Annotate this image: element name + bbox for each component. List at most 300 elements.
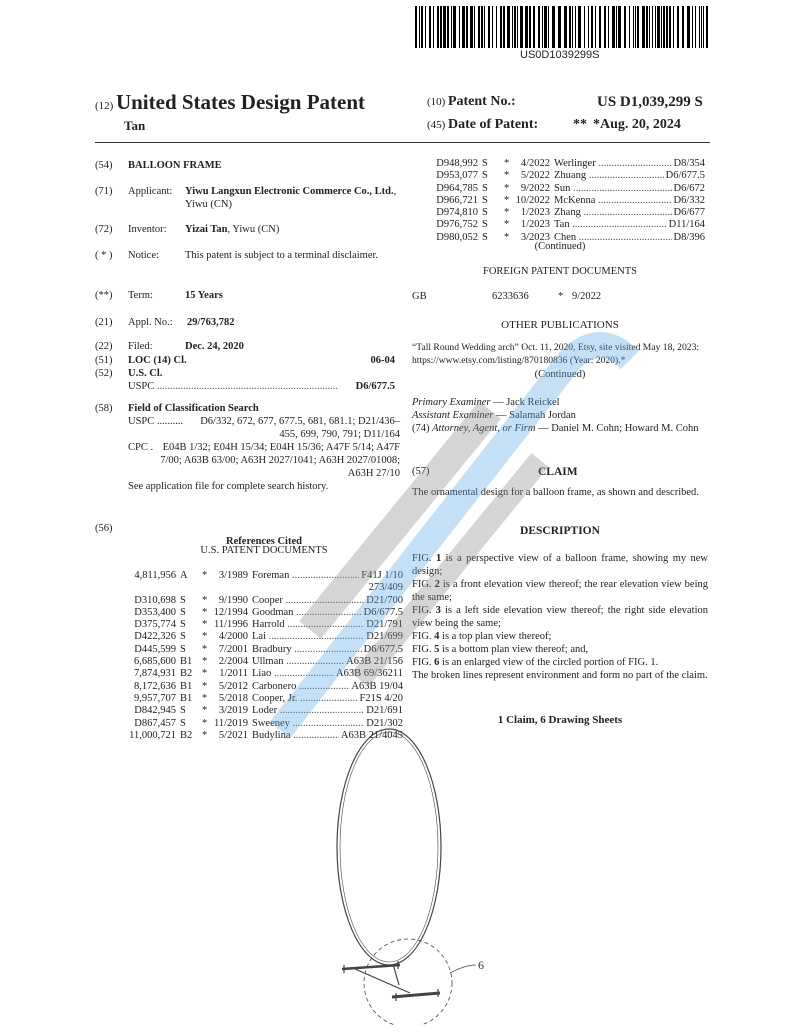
references-cited	[95, 522, 395, 556]
barcode-bar	[429, 6, 431, 48]
fig-fig: FIG.	[412, 553, 436, 564]
ref-name: Cooper .....	[252, 595, 364, 607]
reference-row	[108, 705, 403, 717]
inventor-name: Yizai Tan	[185, 224, 228, 235]
barcode-bar	[584, 6, 585, 48]
barcode-bar	[451, 6, 452, 48]
barcode-bar	[425, 6, 426, 48]
appl-value: 29/763,782	[187, 317, 235, 328]
ref-number: D842,945	[134, 705, 176, 717]
field-label: Applicant:	[128, 186, 173, 197]
barcode-bar	[677, 6, 679, 48]
ref-date: 10/2022	[515, 194, 550, 206]
fig-n: 1	[435, 553, 442, 564]
field-num: (51)	[95, 355, 113, 366]
barcode-bar	[699, 6, 700, 48]
base-front	[392, 993, 440, 997]
reference-row	[108, 570, 403, 582]
inventor-loc: , Yiwu (CN)	[227, 224, 280, 235]
ref-star: *	[202, 606, 208, 618]
barcode-bar	[692, 6, 693, 48]
barcode-bar	[507, 6, 510, 48]
ref-name: Bradbury .....	[252, 644, 362, 656]
ref-class: D21/791	[366, 619, 403, 631]
ref-class: 273/409	[368, 582, 403, 594]
ref-number: D980,052	[436, 231, 478, 243]
ref-number: 11,000,721	[129, 729, 176, 741]
field-num: (71)	[95, 186, 113, 197]
ref-class: D6/672	[673, 182, 705, 194]
ref-class: D8/396	[673, 231, 705, 243]
barcode-bar	[484, 6, 485, 48]
ref-star: *	[202, 594, 208, 606]
barcode-bar	[604, 6, 606, 48]
ref-class: F21S 4/20	[359, 692, 403, 704]
ref-class: D21/302	[366, 717, 403, 729]
ref-kind: B1	[180, 692, 193, 704]
barcode-bar	[443, 6, 446, 48]
references-heading: References Cited	[226, 536, 302, 547]
ref-name: Werlinger .....	[554, 158, 672, 170]
applicant-name: Yiwu Langxun Electronic Commerce Co., Ltd.	[185, 186, 394, 197]
description-heading: DESCRIPTION	[520, 525, 600, 537]
attorney-label: Attorney, Agent, or Firm	[432, 423, 536, 434]
reference-row	[108, 631, 403, 643]
cpc-classes: E04B 1/32; E04H 15/34; E04H 15/36; A47F 5/14; A47F 7/00; A63B 63/00; A63H 2027/1041; A63H 2027/01008; A63H 27/10	[160, 442, 400, 479]
barcode-bar	[558, 6, 561, 48]
ref-number: D422,326	[134, 631, 176, 643]
ref-star: *	[202, 570, 208, 581]
ref-date: 5/2021	[218, 729, 248, 741]
ref-number: 7,874,931	[134, 668, 176, 680]
ref-class: D6/677.5	[665, 170, 705, 182]
ref-name: McKenna .....	[554, 195, 672, 207]
ref-star: *	[504, 170, 510, 182]
barcode-bar	[512, 6, 513, 48]
ref-name: Liao .....	[252, 668, 334, 680]
primary-examiner-label: Primary Examiner	[412, 397, 491, 408]
reference-row	[108, 681, 403, 693]
barcode-bar	[440, 6, 442, 48]
barcode-bar	[459, 6, 460, 48]
ref-number: D974,810	[436, 207, 478, 219]
header-rule	[95, 142, 710, 143]
ref-star: *	[504, 207, 510, 219]
reference-row	[410, 170, 705, 182]
barcode-bar	[569, 6, 571, 48]
filed-value: Dec. 24, 2020	[185, 341, 244, 352]
patno-num: (10)	[427, 96, 446, 108]
foreign-country: GB	[412, 291, 427, 302]
ref-kind: S	[180, 705, 186, 717]
barcode-bar	[608, 6, 609, 48]
ref-name: Sweeney .....	[252, 718, 364, 730]
reference-row	[108, 668, 403, 680]
foreign-number: 6233636	[492, 291, 529, 302]
barcode-bar	[538, 6, 540, 48]
assistant-examiner-label: Assistant Examiner	[412, 410, 494, 421]
barcode-bar	[624, 6, 626, 48]
barcode-bar	[517, 6, 518, 48]
field-label: U.S. Cl.	[128, 368, 163, 379]
ref-star	[202, 582, 210, 594]
ref-number	[108, 582, 176, 594]
assistant-examiner: — Salamah Jordan	[496, 410, 576, 421]
ref-name: Loder .....	[252, 705, 364, 717]
barcode-bar	[500, 6, 502, 48]
us-references-continued	[410, 158, 705, 244]
barcode-bar	[663, 6, 665, 48]
ref-name: Chen .....	[554, 232, 672, 244]
term-field	[95, 289, 395, 302]
us-patents-heading: U.S. PATENT DOCUMENTS	[200, 545, 328, 556]
ref-star: *	[504, 182, 510, 194]
reference-row	[108, 656, 403, 668]
ref-class: F41J 1/10	[361, 570, 403, 581]
ref-date: 2/2004	[218, 656, 248, 668]
ref-kind: S	[482, 182, 488, 194]
fig-n: 4	[434, 631, 440, 642]
ref-number: D353,400	[134, 606, 176, 618]
ref-kind: B2	[180, 729, 193, 741]
date-stars: **	[573, 117, 587, 132]
barcode-bar	[633, 6, 634, 48]
foreign-date: 9/2022	[572, 291, 602, 302]
notice-field	[95, 249, 395, 262]
ref-class: A63B 21/4045	[340, 729, 403, 741]
ref-star: *	[202, 668, 208, 680]
barcode-bar	[669, 6, 671, 48]
ref-number: D867,457	[134, 717, 176, 729]
field-num: (58)	[95, 403, 113, 414]
ref-name: Ullman .....	[252, 656, 344, 668]
barcode-bar	[544, 6, 547, 48]
barcode-bar	[481, 6, 483, 48]
barcode-bar	[503, 6, 505, 48]
figure-description	[412, 643, 708, 656]
field-num: (56)	[95, 523, 113, 534]
ref-kind: B1	[180, 680, 193, 692]
ref-star: *	[504, 231, 510, 243]
ref-class: D21/700	[366, 594, 403, 606]
field-num: (**)	[95, 290, 113, 301]
barcode-bar	[564, 6, 567, 48]
claim-heading: CLAIM	[538, 466, 578, 478]
ref-number: 8,172,636	[134, 680, 176, 692]
barcode-bar	[649, 6, 650, 48]
ref-name: Zhang .....	[554, 207, 672, 219]
uspc-label: USPC	[128, 381, 155, 392]
field-label: Appl. No.:	[128, 317, 173, 328]
barcode-bar	[447, 6, 449, 48]
notice-text: This patent is subject to a terminal disclaimer.	[185, 250, 379, 261]
title-field	[95, 159, 395, 172]
field-label: LOC (14) Cl.	[128, 355, 187, 366]
barcode-bar	[437, 6, 439, 48]
ref-class: D8/354	[673, 158, 705, 169]
term-value: 15 Years	[185, 290, 223, 301]
ref-kind: S	[180, 643, 186, 655]
field-label: Field of Classification Search	[128, 403, 259, 414]
other-publication: “Tall Round Wedding arch” Oct. 11, 2020, Etsy, site visited May 18, 2023: https://www.etsy.com/listing/870180836 (Year: 2020).*	[412, 342, 700, 366]
barcode-bar	[657, 6, 660, 48]
barcode-bar	[618, 6, 621, 48]
reference-row	[108, 607, 403, 619]
reference-row	[108, 619, 403, 631]
ref-date: 1/2023	[520, 219, 550, 231]
reference-row	[410, 183, 705, 195]
field-label: Filed:	[128, 341, 153, 352]
cpc-label: CPC .	[128, 442, 154, 453]
figure-description	[412, 578, 708, 604]
barcode-bar	[533, 6, 535, 48]
ref-kind: B2	[180, 668, 193, 680]
ref-kind: S	[482, 194, 488, 206]
ref-name: Budylina .....	[252, 730, 339, 742]
ref-name	[252, 582, 367, 594]
ref-class: D21/699	[366, 631, 403, 643]
ref-class: A63B 69/36211	[336, 668, 403, 680]
inventor-short: Tan	[124, 118, 146, 133]
barcode-bar	[474, 6, 475, 48]
ref-star: *	[202, 619, 208, 631]
barcode-bar	[595, 6, 596, 48]
claims-sheets-count: 1 Claim, 6 Drawing Sheets	[497, 714, 623, 726]
foreign-star: *	[558, 291, 564, 302]
ref-star: *	[202, 705, 208, 717]
fig-fig: FIG.	[412, 657, 435, 668]
reference-row	[108, 644, 403, 656]
barcode-bar	[687, 6, 690, 48]
ref-date: 4/2000	[218, 631, 248, 643]
field-label: Inventor:	[128, 224, 167, 235]
field-num: (52)	[95, 368, 113, 379]
barcode-bar	[673, 6, 674, 48]
ref-date: 9/1990	[218, 594, 248, 606]
detail-circle	[364, 939, 452, 1025]
claim-text: The ornamental design for a balloon frame, as shown and described.	[412, 487, 699, 498]
uscl-field: (52) U.S. Cl. USPC ..................................................................... D6/677.5	[95, 368, 395, 392]
figure-description	[412, 604, 708, 630]
barcode-bar	[682, 6, 684, 48]
barcode-bar	[542, 6, 543, 48]
ref-kind: S	[482, 170, 488, 182]
ref-date: 12/1994	[213, 606, 248, 618]
foreign-ref	[412, 291, 712, 302]
barcode-bar	[646, 6, 648, 48]
ref-kind: S	[482, 207, 488, 219]
ref-star: *	[202, 643, 208, 655]
ref-kind: S	[180, 619, 186, 631]
barcode-bar	[462, 6, 465, 48]
barcode-bar	[548, 6, 549, 48]
ref-kind: B1	[180, 656, 193, 668]
type-num: (12)	[95, 100, 114, 112]
barcode-bar	[591, 6, 593, 48]
patent-type	[95, 90, 365, 115]
ref-class: D21/691	[366, 705, 403, 717]
fig-n: 5	[434, 644, 440, 655]
barcode-bar	[629, 6, 630, 48]
fig-fig: FIG.	[412, 579, 435, 590]
ref-name: Foreman .....	[252, 570, 359, 582]
ref-star: *	[202, 631, 208, 643]
fig-text: is an enlarged view of the circled portion of FIG. 1.	[439, 657, 659, 668]
fig-fig: FIG.	[412, 644, 435, 655]
other-publications-heading: OTHER PUBLICATIONS	[501, 319, 619, 331]
ref-name: Tan .....	[554, 219, 667, 231]
ref-kind: S	[482, 158, 488, 169]
barcode-bar	[652, 6, 653, 48]
us-references-list	[108, 570, 403, 742]
barcode-bar	[529, 6, 531, 48]
base-back	[342, 965, 400, 969]
ref-date	[210, 582, 252, 594]
ref-name: Goodman .....	[252, 607, 362, 619]
date-label: Date of Patent:	[447, 117, 539, 132]
fig-text: is a top plan view thereof;	[439, 631, 552, 642]
ref-star: *	[504, 219, 510, 231]
barcode-bar	[572, 6, 573, 48]
appl-field	[95, 316, 395, 329]
barcode-bar	[588, 6, 589, 48]
barcode-bar	[701, 6, 702, 48]
barcode-bar	[661, 6, 662, 48]
barcode-bar	[642, 6, 645, 48]
ref-date: 1/2023	[520, 207, 550, 219]
patent-number	[427, 94, 703, 110]
ref-kind: S	[180, 717, 186, 729]
ref-name: Sun .....	[554, 183, 672, 195]
loc-value: 06-04	[370, 355, 395, 366]
ref-number: D445,599	[134, 643, 176, 655]
barcode-bar	[433, 6, 434, 48]
patent-type-title: United States Design Patent	[115, 90, 366, 114]
fig-fig: FIG.	[412, 631, 435, 642]
primary-examiner: — Jack Reickel	[493, 397, 560, 408]
field-num: ( * )	[95, 250, 113, 261]
attorney: — Daniel M. Cohn; Howard M. Cohn	[538, 423, 699, 434]
ref-date: 1/2011	[219, 668, 248, 680]
patent-title: BALLOON FRAME	[128, 160, 222, 171]
reference-row	[410, 207, 705, 219]
fig-text: is a bottom plan view thereof; and,	[439, 644, 589, 655]
barcode-bar	[666, 6, 668, 48]
ref-star: *	[202, 656, 208, 668]
barcode-text: US0D1039299S	[520, 49, 600, 61]
barcode-bar	[453, 6, 456, 48]
barcode-bar	[552, 6, 555, 48]
fig-n: 2	[434, 579, 440, 590]
barcode-bar	[616, 6, 617, 48]
ref-star: *	[202, 717, 208, 729]
reference-row	[410, 195, 705, 207]
field-num: (72)	[95, 224, 113, 235]
barcode-bar	[575, 6, 576, 48]
barcode-bar	[706, 6, 708, 48]
ref-date: 4/2022	[520, 158, 550, 169]
ref-class: A63B 21/156	[346, 656, 403, 668]
continued-note: (Continued)	[534, 241, 586, 252]
ref-date: 9/2022	[520, 182, 550, 194]
ref-kind: A	[180, 570, 188, 581]
filed-field	[95, 340, 395, 353]
ref-class: D6/677	[673, 207, 705, 219]
ref-number: 4,811,956	[134, 570, 176, 581]
barcode-bar	[637, 6, 639, 48]
claim-num: (57)	[412, 466, 430, 477]
ref-number: 6,685,600	[134, 656, 176, 668]
ref-kind: S	[180, 594, 186, 606]
ref-date: 5/2022	[520, 170, 550, 182]
reference-row	[410, 219, 705, 231]
barcode-bar	[488, 6, 490, 48]
barcode-bar	[492, 6, 493, 48]
figure-description	[412, 656, 708, 669]
field-num: (54)	[95, 160, 113, 171]
loc-field	[95, 354, 395, 367]
ref-star: *	[504, 194, 510, 206]
field-label: Notice:	[128, 250, 159, 261]
foreign-heading: FOREIGN PATENT DOCUMENTS	[482, 266, 638, 277]
patno-label: Patent No.:	[447, 94, 516, 109]
ref-number: D953,077	[436, 170, 478, 182]
barcode-bar	[635, 6, 636, 48]
barcode	[415, 6, 710, 48]
ref-kind: S	[482, 231, 488, 243]
inventor-field	[95, 223, 395, 236]
description-text	[412, 552, 708, 682]
barcode-bar	[466, 6, 468, 48]
ref-name: Zhuang .....	[554, 170, 664, 182]
ref-class: D6/677.5	[363, 606, 403, 618]
ref-star: *	[202, 729, 208, 741]
date-num: (45)	[427, 119, 446, 131]
fig-text: is a front elevation view thereof; the rear elevation view being the same;	[412, 579, 708, 603]
patno-value: US D1,039,299 S	[597, 94, 703, 110]
figure-description	[412, 630, 708, 643]
barcode-bar	[496, 6, 497, 48]
fig-n: 3	[435, 605, 441, 616]
uspc-classes: D6/332, 672, 677, 677.5, 681, 681.1; D21/436–455, 699, 790, 791; D11/164	[200, 416, 400, 440]
field-label: Term:	[128, 290, 153, 301]
ref-kind: S	[482, 219, 488, 231]
fig-n: 6	[434, 657, 440, 668]
ref-star: *	[202, 692, 208, 704]
barcode-bar	[578, 6, 581, 48]
ref-number: D948,992	[436, 158, 478, 169]
ref-class: D6/677.5	[363, 643, 403, 655]
ref-kind: S	[180, 631, 186, 643]
reference-row	[410, 158, 705, 170]
applicant-loc: , Yiwu (CN)	[185, 186, 397, 210]
date-of-patent	[427, 117, 681, 133]
ref-date: 11/2019	[213, 717, 248, 729]
ref-number: D966,721	[436, 194, 478, 206]
ref-star: *	[202, 680, 208, 692]
uspc-label: USPC ..........	[128, 416, 184, 427]
barcode-bar	[470, 6, 473, 48]
ref-date: 3/1989	[218, 570, 248, 581]
barcode-bar	[514, 6, 516, 48]
ref-number: 9,957,707	[134, 692, 176, 704]
reference-row	[108, 693, 403, 705]
barcode-bar	[612, 6, 615, 48]
ref-date: 7/2001	[218, 643, 248, 655]
reference-row	[108, 582, 403, 594]
ref-kind: S	[180, 606, 186, 618]
ref-name: Carbonero .....	[252, 681, 349, 693]
